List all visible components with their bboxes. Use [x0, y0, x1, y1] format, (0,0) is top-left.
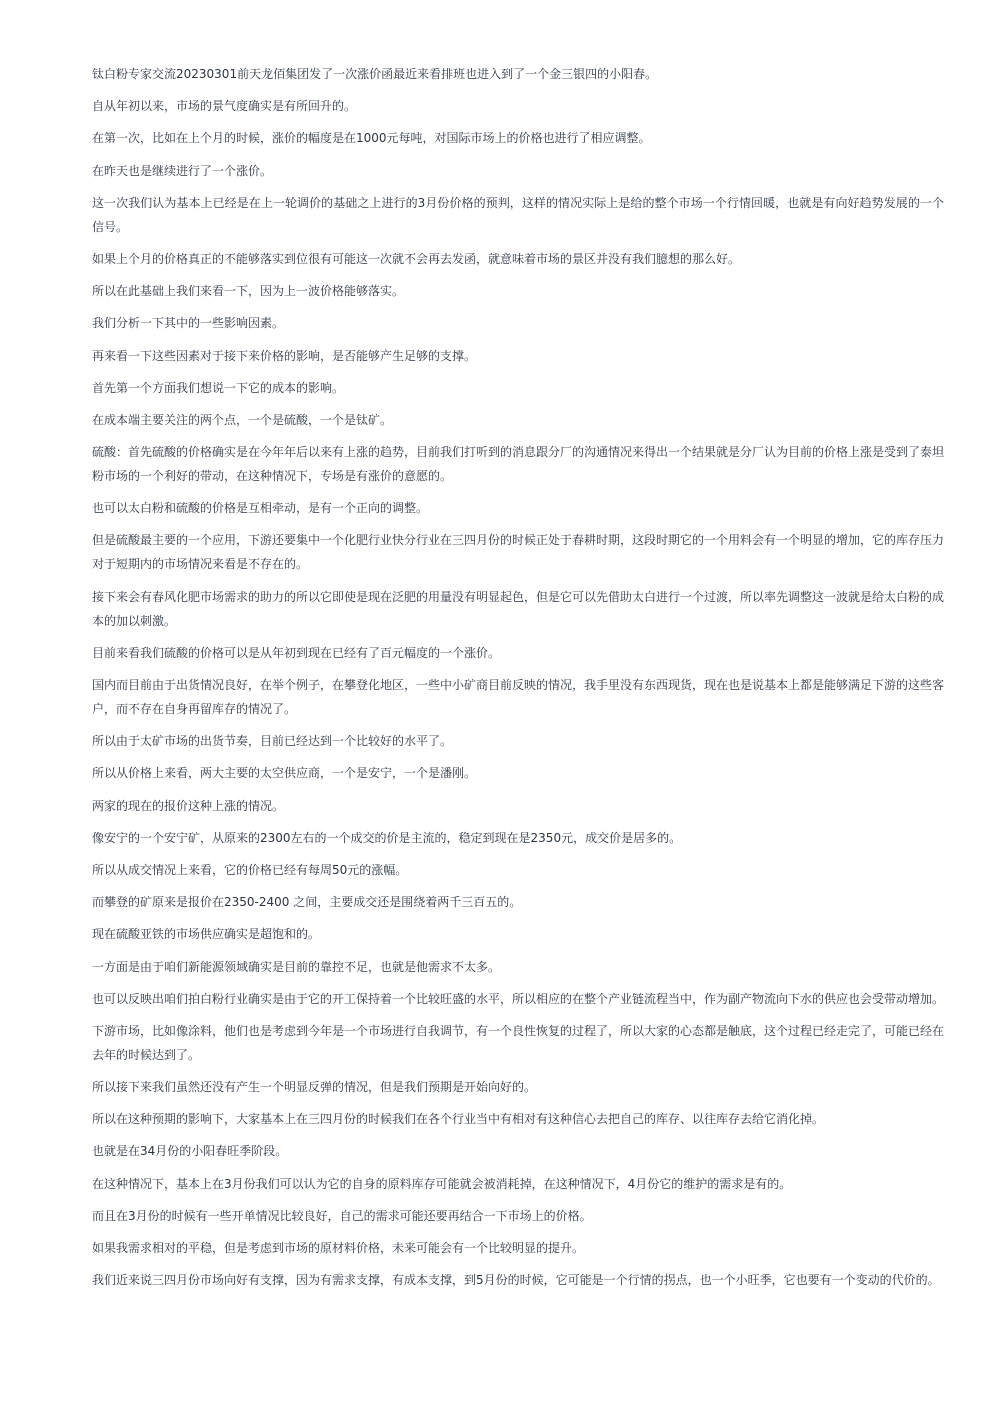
- paragraph: 硫酸：首先硫酸的价格确实是在今年年后以来有上涨的趋势，目前我们打听到的消息跟分厂的沟通情况来得出一个结果就是分厂认为目前的价格上涨是受到了泰坦粉市场的一个利好的带动，在这种情况下，专场是有涨价的意愿的。: [92, 445, 945, 484]
- paragraph: 我们近来说三四月份市场向好有支撑，因为有需求支撑，有成本支撑，到5月份的时候，它可能是一个行情的拐点，也一个小旺季，它也要有一个变动的代价的。: [92, 1273, 940, 1288]
- paragraph: 所以从成交情况上来看，它的价格已经有每周50元的涨幅。: [92, 862, 408, 877]
- document-page: [92, 62, 944, 1300]
- paragraph: 在成本端主要关注的两个点，一个是硫酸，一个是钛矿。: [92, 412, 393, 427]
- paragraph: 首先第一个方面我们想说一下它的成本的影响。: [92, 380, 345, 395]
- paragraph: 所以在这种预期的影响下，大家基本上在三四月份的时候我们在各个行业当中有相对有这种信心去把自己的库存、以往库存去给它消化掉。: [92, 1112, 825, 1127]
- paragraph: 目前来看我们硫酸的价格可以是从年初到现在已经有了百元幅度的一个涨价。: [92, 645, 501, 660]
- paragraph: 再来看一下这些因素对于接下来价格的影响，是否能够产生足够的支撑。: [92, 348, 477, 363]
- paragraph: 像安宁的一个安宁矿，从原来的2300左右的一个成交的价是主流的，稳定到现在是2350元，成交价是居多的。: [92, 830, 682, 845]
- paragraph: 也可以太白粉和硫酸的价格是互相牵动，是有一个正向的调整。: [92, 501, 429, 516]
- paragraph: 如果我需求相对的平稳，但是考虑到市场的原材料价格，未来可能会有一个比较明显的提升。: [92, 1241, 585, 1255]
- paragraph: 接下来会有春风化肥市场需求的助力的所以它即使是现在泛肥的用量没有明显起色，但是它可以先借助太白进行一个过渡，所以率先调整这一波就是给太白粉的成本的加以刺激。: [92, 589, 945, 628]
- paragraph: 下游市场，比如像涂料，他们也是考虑到今年是一个市场进行自我调节，有一个良性恢复的过程了，所以大家的心态都是触底，这个过程已经走完了，可能已经在去年的时候达到了。: [92, 1023, 945, 1062]
- paragraph: 自从年初以来，市场的景气度确实是有所回升的。: [92, 99, 357, 114]
- paragraph: 所以在此基础上我们来看一下，因为上一波价格能够落实。: [92, 284, 405, 299]
- paragraph: 在第一次，比如在上个月的时候，涨价的幅度是在1000元每吨，对国际市场上的价格也进行了相应调整。: [92, 131, 651, 146]
- paragraph: 这一次我们认为基本上已经是在上一轮调价的基础之上进行的3月份价格的预判，这样的情况实际上是给的整个市场一个行情回暖，也就是有向好趋势发展的一个信号。: [92, 195, 944, 234]
- paragraph: 所以从价格上来看，两大主要的太空供应商，一个是安宁，一个是潘刚。: [92, 766, 477, 781]
- paragraph: 也就是在34月份的小阳春旺季阶段。: [92, 1144, 288, 1159]
- paragraph: 所以接下来我们虽然还没有产生一个明显反弹的情况，但是我们预期是开始向好的。: [92, 1080, 537, 1095]
- paragraph: 如果上个月的价格真正的不能够落实到位很有可能这一次就不会再去发函，就意味着市场的景区并没有我们臆想的那么好。: [92, 251, 741, 266]
- paragraph: 一方面是由于咱们新能源领域确实是目前的靠控不足，也就是他需求不太多。: [92, 959, 501, 974]
- paragraph: 所以由于太矿市场的出货节奏，目前已经达到一个比较好的水平了。: [92, 734, 453, 749]
- paragraph: 但是硫酸最主要的一个应用，下游还要集中一个化肥行业快分行业在三四月份的时候正处于春耕时期，这段时期它的一个用料会有一个明显的增加，它的库存压力对于短期内的市场情况来看是不存在的。: [92, 533, 945, 572]
- paragraph: 在这种情况下，基本上在3月份我们可以认为它的自身的原料库存可能就会被消耗掉，在这种情况下，4月份它的维护的需求是有的。: [92, 1176, 792, 1191]
- paragraph: 在昨天也是继续进行了一个涨价。: [92, 163, 273, 178]
- paragraph: 而攀登的矿原来是报价在2350-2400 之间，主要成交还是围绕着两千三百五的。: [92, 895, 522, 910]
- paragraph: 两家的现在的报价这种上涨的情况。: [92, 798, 285, 813]
- paragraph: 也可以反映出咱们拍白粉行业确实是由于它的开工保持着一个比较旺盛的水平，所以相应的在整个产业链流程当中，作为副产物流向下水的供应也会受带动增加。: [92, 991, 945, 1006]
- paragraph: 我们分析一下其中的一些影响因素。: [92, 316, 285, 331]
- paragraph: 钛白粉专家交流20230301前天龙佰集团发了一次涨价函最近来看排班也进入到了一个金三银四的小阳春。: [92, 67, 658, 81]
- paragraph: 现在硫酸亚铁的市场供应确实是超饱和的。: [92, 927, 321, 942]
- paragraph: 国内而目前由于出货情况良好，在举个例子，在攀登化地区，一些中小矿商目前反映的情况，我手里没有东西现货，现在也是说基本上都是能够满足下游的这些客户，而不存在自身再留库存的情况了。: [92, 678, 945, 716]
- paragraph: 而且在3月份的时候有一些开单情况比较良好，自己的需求可能还要再结合一下市场上的价格。: [92, 1208, 592, 1223]
